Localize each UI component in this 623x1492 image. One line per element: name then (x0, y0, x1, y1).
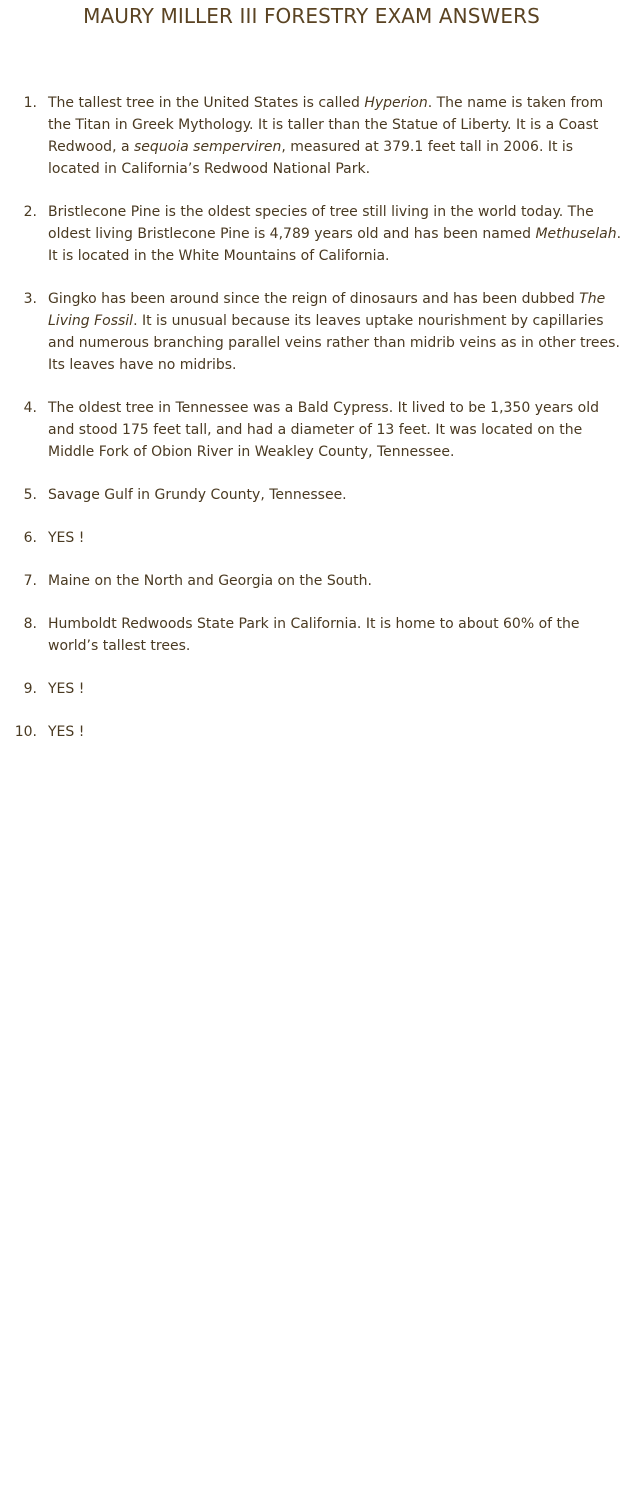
answer-number: 10. (14, 724, 37, 740)
answer-text-segment: YES ! (48, 724, 85, 740)
answer-item (0, 201, 623, 267)
answer-text (48, 484, 623, 506)
answer-text-italic: The Living Fossil (48, 291, 606, 329)
answer-item (0, 92, 623, 180)
answer-text-segment: Maine on the North and Georgia on the South. (48, 573, 372, 589)
answer-number: 7. (23, 573, 37, 589)
answer-text (48, 527, 623, 549)
answer-item (0, 721, 623, 743)
answer-text-segment: Savage Gulf in Grundy County, Tennessee. (48, 487, 347, 503)
answer-text-segment: . The name is taken from the Titan in Greek Mythology. It is taller than the Statue of Liberty. It is a Coast Redwood, a (48, 95, 604, 155)
answer-item (0, 527, 623, 549)
answers-list (0, 92, 623, 764)
answer-text (48, 288, 623, 376)
answer-text-segment: , measured at 379.1 feet tall in 2006. It is located in California’s Redwood National Park. (48, 139, 574, 177)
answer-text-segment: The oldest tree in Tennessee was a Bald Cypress. It lived to be 1,350 years old and stood 175 feet tall, and had a diameter of 13 feet. It was located on the Middle Fork of Obion River in Weakley County, Tennessee. (48, 400, 600, 460)
answer-text-segment: YES ! (48, 681, 85, 697)
answer-item (0, 288, 623, 376)
answer-text (48, 201, 623, 267)
answer-item (0, 613, 623, 657)
answer-item (0, 397, 623, 463)
answer-text-segment: YES ! (48, 530, 85, 546)
answer-text (48, 397, 623, 463)
page-title: MAURY MILLER III FORESTRY EXAM ANSWERS (83, 4, 540, 28)
answer-text-segment: . It is located in the White Mountains of California. (48, 226, 622, 264)
answer-text (48, 92, 623, 180)
answer-text-segment: Gingko has been around since the reign of dinosaurs and has been dubbed (48, 291, 580, 307)
answer-text-italic: Methuselah (535, 226, 617, 242)
answer-text (48, 721, 623, 743)
answer-number: 4. (23, 400, 37, 416)
answer-number: 6. (23, 530, 37, 546)
answer-text (48, 570, 623, 592)
answer-text-segment: Bristlecone Pine is the oldest species of tree still living in the world today. The oldest living Bristlecone Pine is 4,789 years old and has been named (48, 204, 594, 242)
answer-item (0, 484, 623, 506)
answer-text-italic: Hyperion (364, 95, 428, 111)
answer-number: 5. (23, 487, 37, 503)
answer-text-segment: Humboldt Redwoods State Park in California. It is home to about 60% of the world’s tallest trees. (48, 616, 580, 654)
answer-text (48, 678, 623, 700)
answer-item (0, 570, 623, 592)
answer-text-italic: sequoia semperviren (134, 139, 282, 155)
answer-number: 8. (23, 616, 37, 632)
answer-item (0, 678, 623, 700)
answer-text-segment: . It is unusual because its leaves uptake nourishment by capillaries and numerous branching parallel veins rather than midrib veins as in other trees. Its leaves have no midribs. (48, 313, 620, 373)
answer-number: 1. (23, 95, 37, 111)
answer-text-segment: The tallest tree in the United States is called (48, 95, 365, 111)
answer-number: 2. (23, 204, 37, 220)
answer-number: 3. (23, 291, 37, 307)
answer-text (48, 613, 623, 657)
answer-number: 9. (23, 681, 37, 697)
